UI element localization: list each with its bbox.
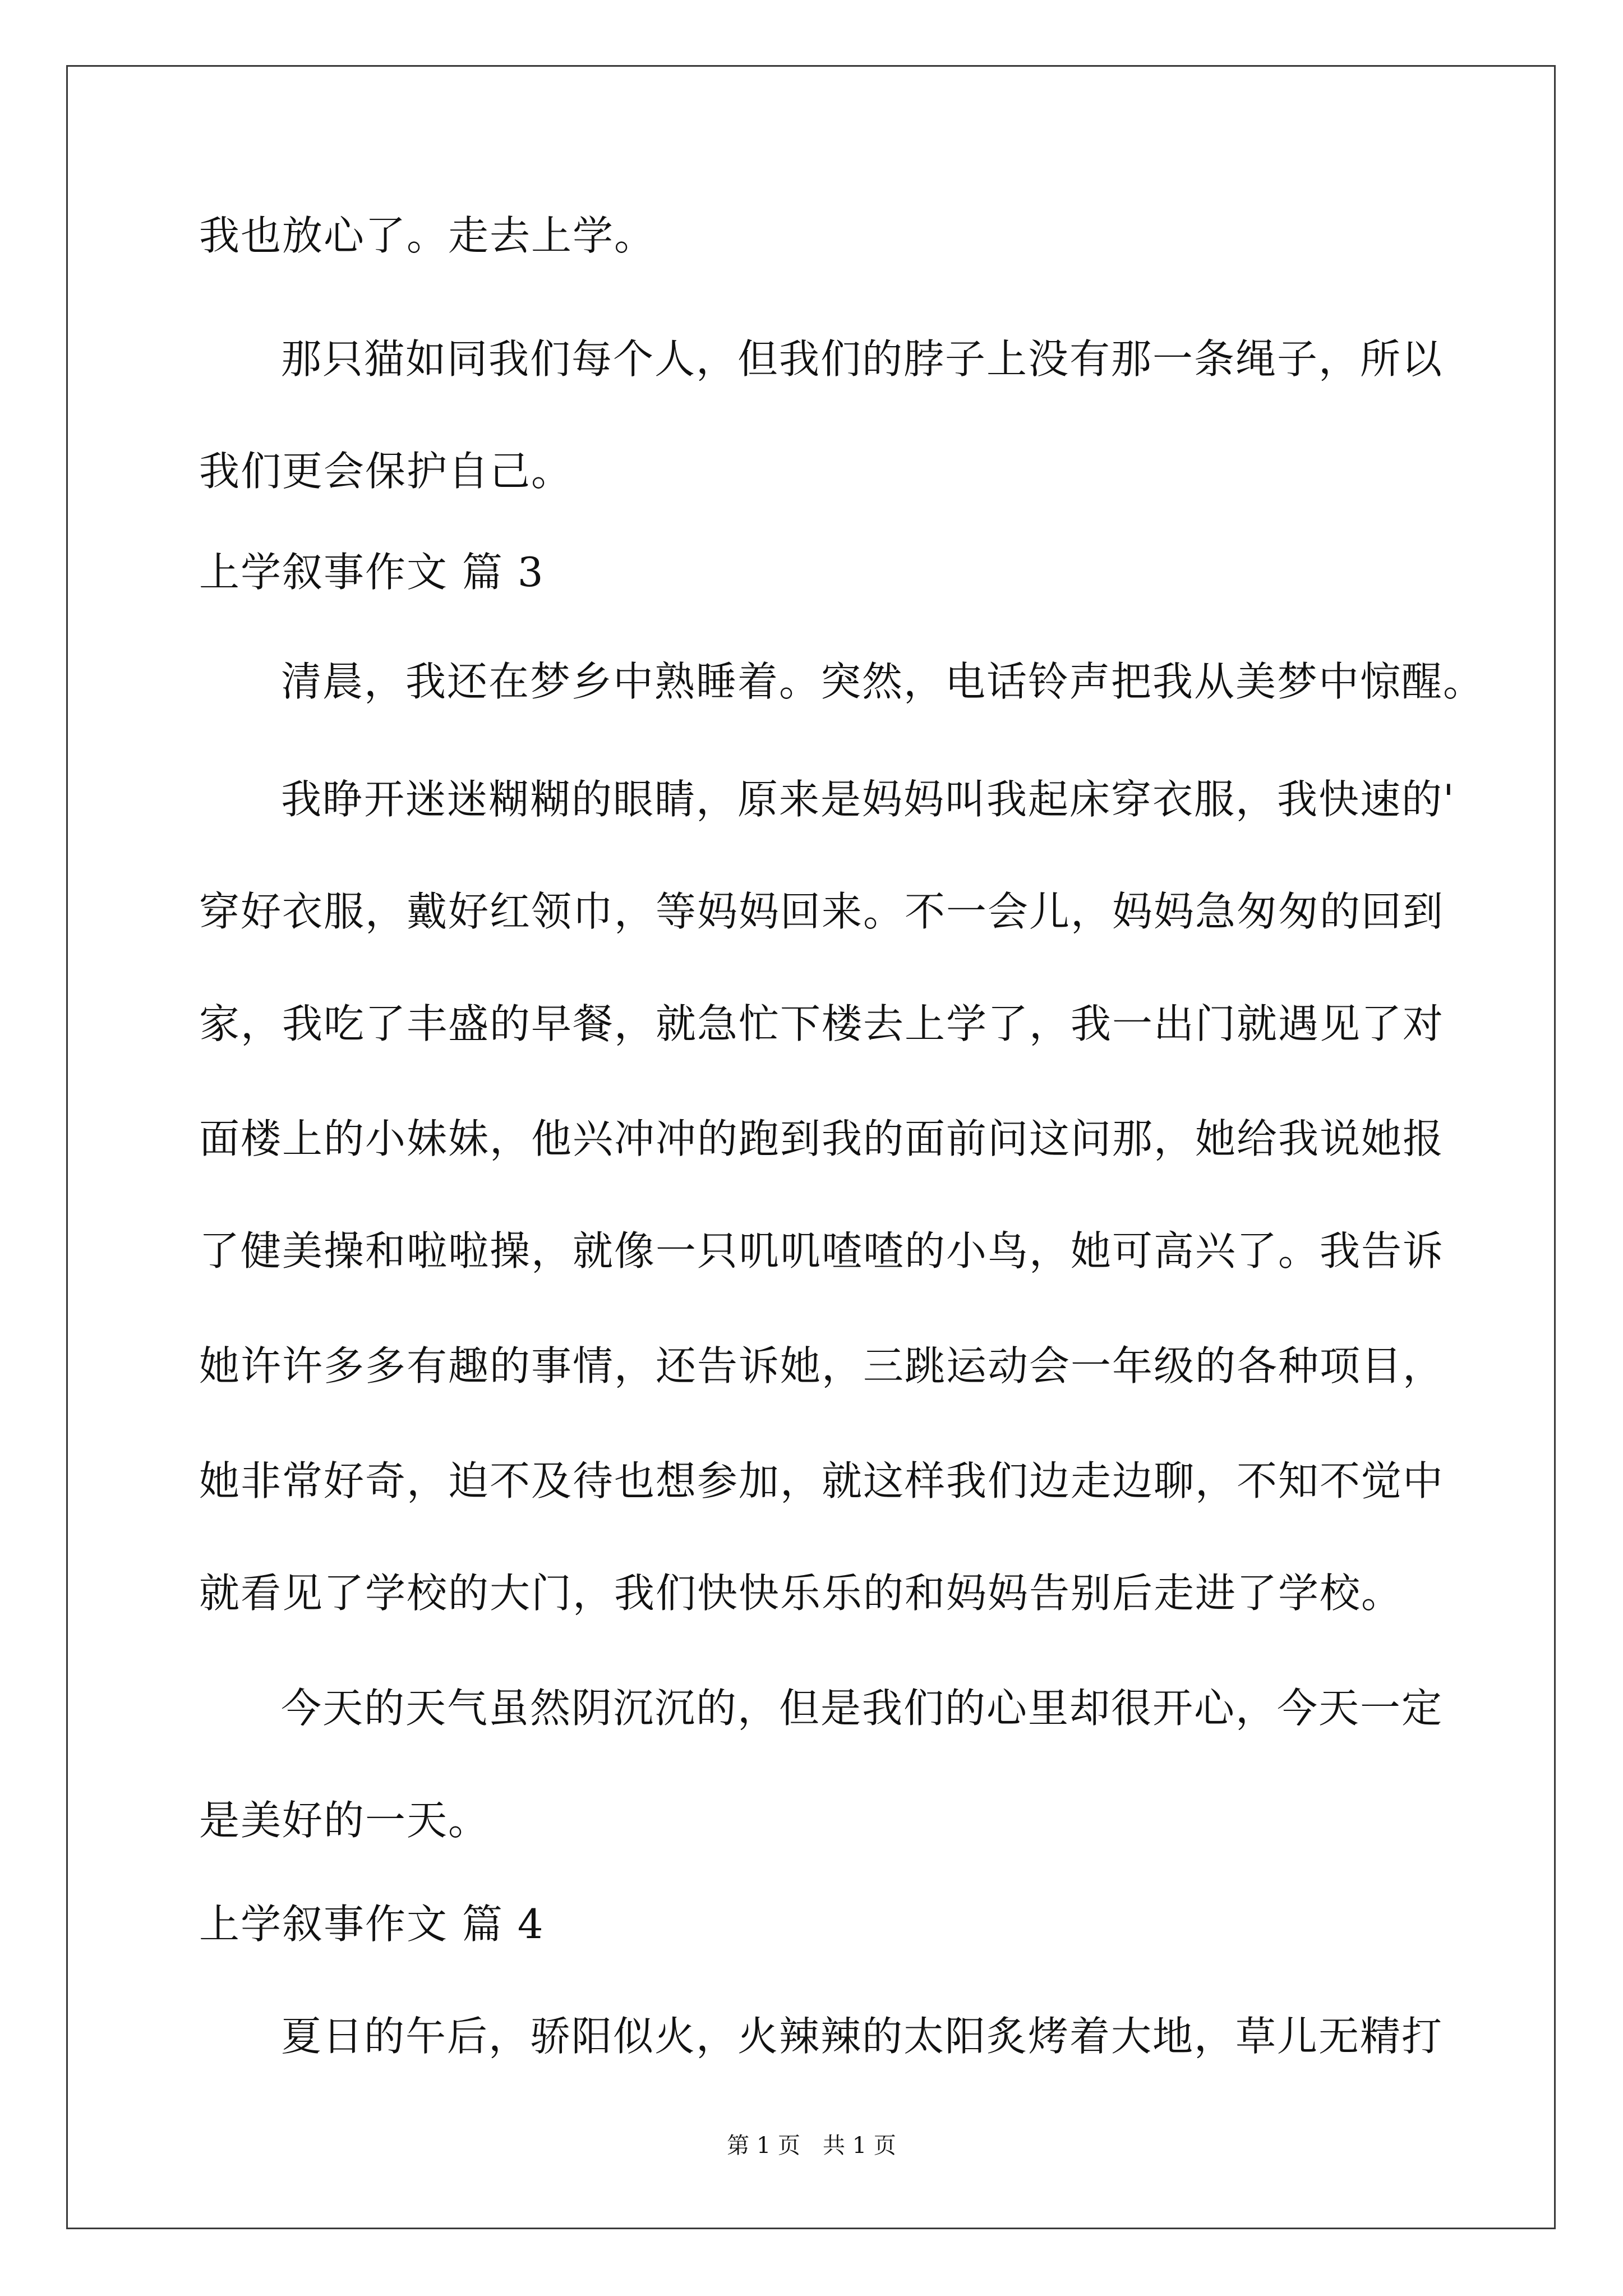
text-line: 我也放心了。走去上学。 [199,212,656,259]
text-line: 面楼上的小妹妹，他兴冲冲的跑到我的面前问这问那，她给我说她报 [199,1115,1445,1162]
paragraph-line: 那只猫如同我们每个人，但我们的脖子上没有那一条绳子，所以 [281,335,1444,383]
text-line: 家，我吃了丰盛的早餐，就急忙下楼去上学了，我一出门就遇见了对 [199,1000,1445,1047]
paragraph-line: 夏日的午后，骄阳似火，火辣辣的太阳炙烤着大地，草儿无精打 [281,2013,1444,2060]
text-line: 就看见了学校的大门，我们快快乐乐的和妈妈告别后走进了学校。 [199,1570,1403,1617]
paragraph-line: 今天的天气虽然阴沉沉的，但是我们的心里却很开心，今天一定 [281,1685,1444,1732]
text-line: 了健美操和啦啦操，就像一只叽叽喳喳的小鸟，她可高兴了。我告诉 [199,1227,1445,1274]
text-line: 她许许多多有趣的事情，还告诉她，三跳运动会一年级的各种项目， [199,1342,1445,1389]
paragraph-line: 清晨，我还在梦乡中熟睡着。突然，电话铃声把我从美梦中惊醒。 [281,658,1485,705]
text-line: 她非常好奇，迫不及待也想参加，就这样我们边走边聊，不知不觉中 [199,1457,1445,1504]
text-line: 穿好衣服，戴好红领巾，等妈妈回来。不一会儿，妈妈急匆匆的回到 [199,888,1445,935]
text-line: 是美好的一天。 [199,1797,490,1844]
paragraph-line: 我睁开迷迷糊糊的眼睛，原来是妈妈叫我起床穿衣服，我快速的' [281,776,1455,823]
text-line: 我们更会保护自己。 [199,448,573,495]
section-heading: 上学叙事作文 篇 3 [199,549,545,596]
section-heading: 上学叙事作文 篇 4 [199,1901,545,1948]
page-footer: 第 1 页 共 1 页 [727,2133,896,2159]
